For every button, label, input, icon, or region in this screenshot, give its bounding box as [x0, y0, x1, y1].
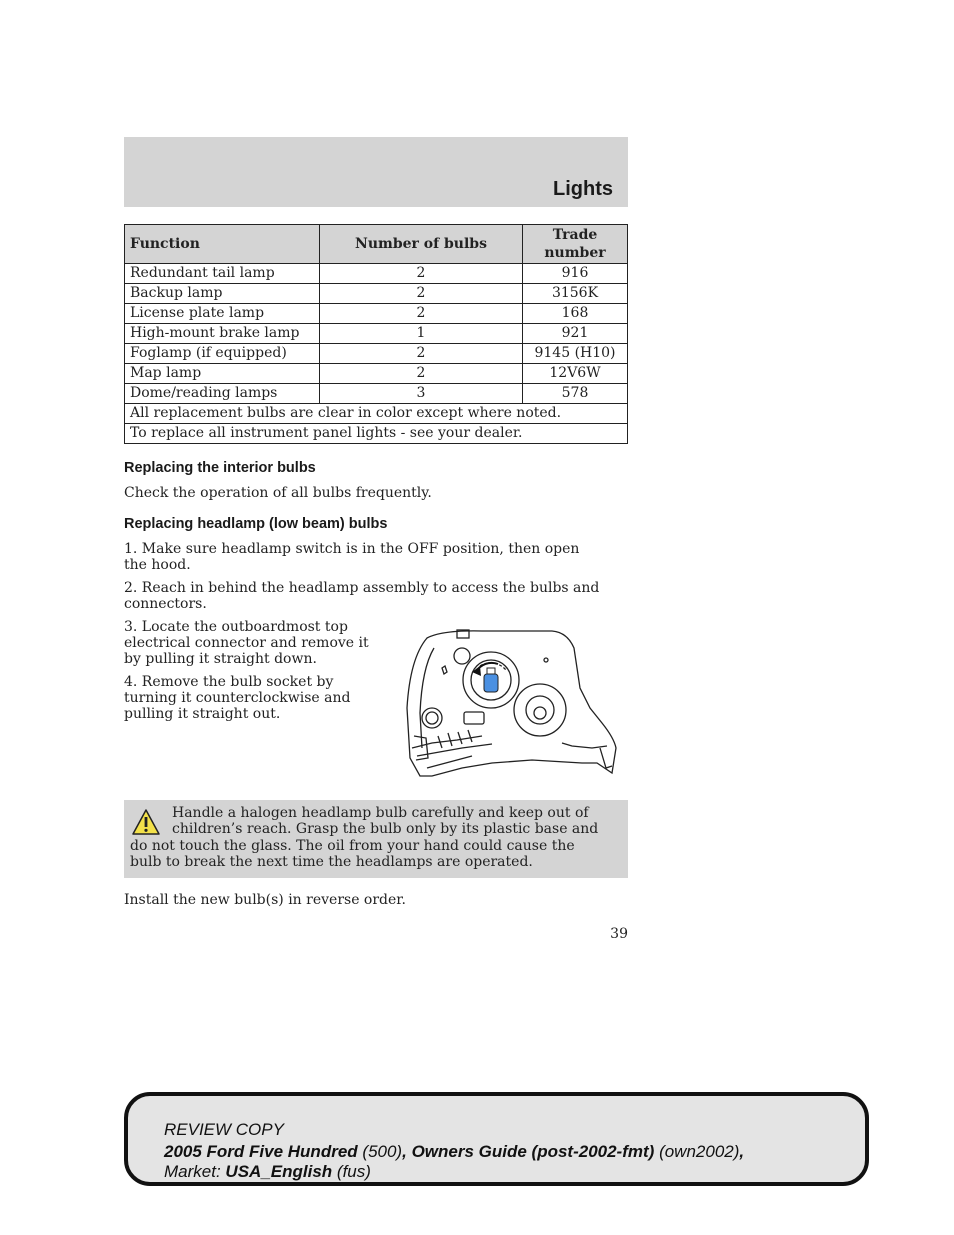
cell-trade: 9145 (H10)	[523, 344, 628, 364]
cell-count: 2	[320, 364, 523, 384]
footer-market-code: (fus)	[336, 1162, 371, 1181]
table-row	[125, 264, 628, 284]
footer-guide: Owners Guide (post-2002-fmt)	[411, 1142, 655, 1161]
warning-box	[124, 800, 628, 878]
cell-function: High-mount brake lamp	[125, 324, 320, 344]
table-note-row	[125, 404, 628, 424]
bulb-table	[124, 224, 628, 444]
footer-separator: ,	[402, 1142, 407, 1161]
cell-trade: 916	[523, 264, 628, 284]
footer-market-label: Market:	[164, 1162, 221, 1181]
table-header-row	[125, 225, 628, 264]
cell-count: 2	[320, 284, 523, 304]
table-row	[125, 304, 628, 324]
cell-function: Foglamp (if equipped)	[125, 344, 320, 364]
step-3: 3. Locate the outboardmost top electrical connector and remove it by pulling it straight down.	[124, 619, 369, 667]
footer-review-copy: REVIEW COPY	[164, 1120, 284, 1139]
cell-trade: 921	[523, 324, 628, 344]
section-heading-interior-bulbs: Replacing the interior bulbs	[124, 460, 316, 476]
cell-count: 2	[320, 264, 523, 284]
warning-text: Handle a halogen headlamp bulb carefully and keep out of children’s reach. Grasp the bulb only by its plastic base and do not touch the glass. The oil from your hand could cause the bulb to break the next time the headlamps are operated.	[130, 805, 599, 870]
page-number: 39	[610, 926, 628, 942]
table-row	[125, 324, 628, 344]
cell-function: License plate lamp	[125, 304, 320, 324]
review-copy-footer	[124, 1092, 869, 1186]
table-note: All replacement bulbs are clear in color except where noted.	[125, 404, 628, 424]
paragraph-check-bulbs: Check the operation of all bulbs frequently.	[124, 485, 432, 501]
cell-count: 2	[320, 304, 523, 324]
cell-function: Dome/reading lamps	[125, 384, 320, 404]
cell-trade: 12V6W	[523, 364, 628, 384]
cell-function: Backup lamp	[125, 284, 320, 304]
table-row	[125, 364, 628, 384]
column-header-function: Function	[125, 225, 320, 264]
step-2: 2. Reach in behind the headlamp assembly to access the bulbs and connectors.	[124, 580, 600, 612]
cell-count: 3	[320, 384, 523, 404]
table-note: To replace all instrument panel lights - see your dealer.	[125, 424, 628, 444]
section-header-band	[124, 137, 628, 207]
table-row	[125, 344, 628, 364]
footer-market: USA_English	[225, 1162, 333, 1181]
footer-guide-code: (own2002)	[659, 1142, 740, 1161]
paragraph-install-reverse: Install the new bulb(s) in reverse order.	[124, 892, 406, 908]
step-4: 4. Remove the bulb socket by turning it counterclockwise and pulling it straight out.	[124, 674, 351, 722]
cell-function: Redundant tail lamp	[125, 264, 320, 284]
cell-trade: 578	[523, 384, 628, 404]
cell-trade: 168	[523, 304, 628, 324]
footer-model: 2005 Ford Five Hundred	[164, 1142, 358, 1161]
table-note-row	[125, 424, 628, 444]
section-heading-headlamp-bulbs: Replacing headlamp (low beam) bulbs	[124, 516, 388, 532]
footer-model-line	[164, 1142, 744, 1162]
column-header-trade-number: Trade number	[523, 225, 628, 264]
cell-function: Map lamp	[125, 364, 320, 384]
cell-trade: 3156K	[523, 284, 628, 304]
page-title: Lights	[553, 178, 613, 200]
step-1: 1. Make sure headlamp switch is in the OFF position, then open the hood.	[124, 541, 580, 573]
table-row	[125, 384, 628, 404]
footer-separator: ,	[739, 1142, 745, 1161]
footer-model-code: (500)	[362, 1142, 403, 1161]
footer-market-line	[164, 1162, 371, 1182]
cell-count: 2	[320, 344, 523, 364]
cell-count: 1	[320, 324, 523, 344]
headlamp-assembly-illustration	[402, 628, 620, 778]
table-row	[125, 284, 628, 304]
column-header-number-of-bulbs: Number of bulbs	[320, 225, 523, 264]
